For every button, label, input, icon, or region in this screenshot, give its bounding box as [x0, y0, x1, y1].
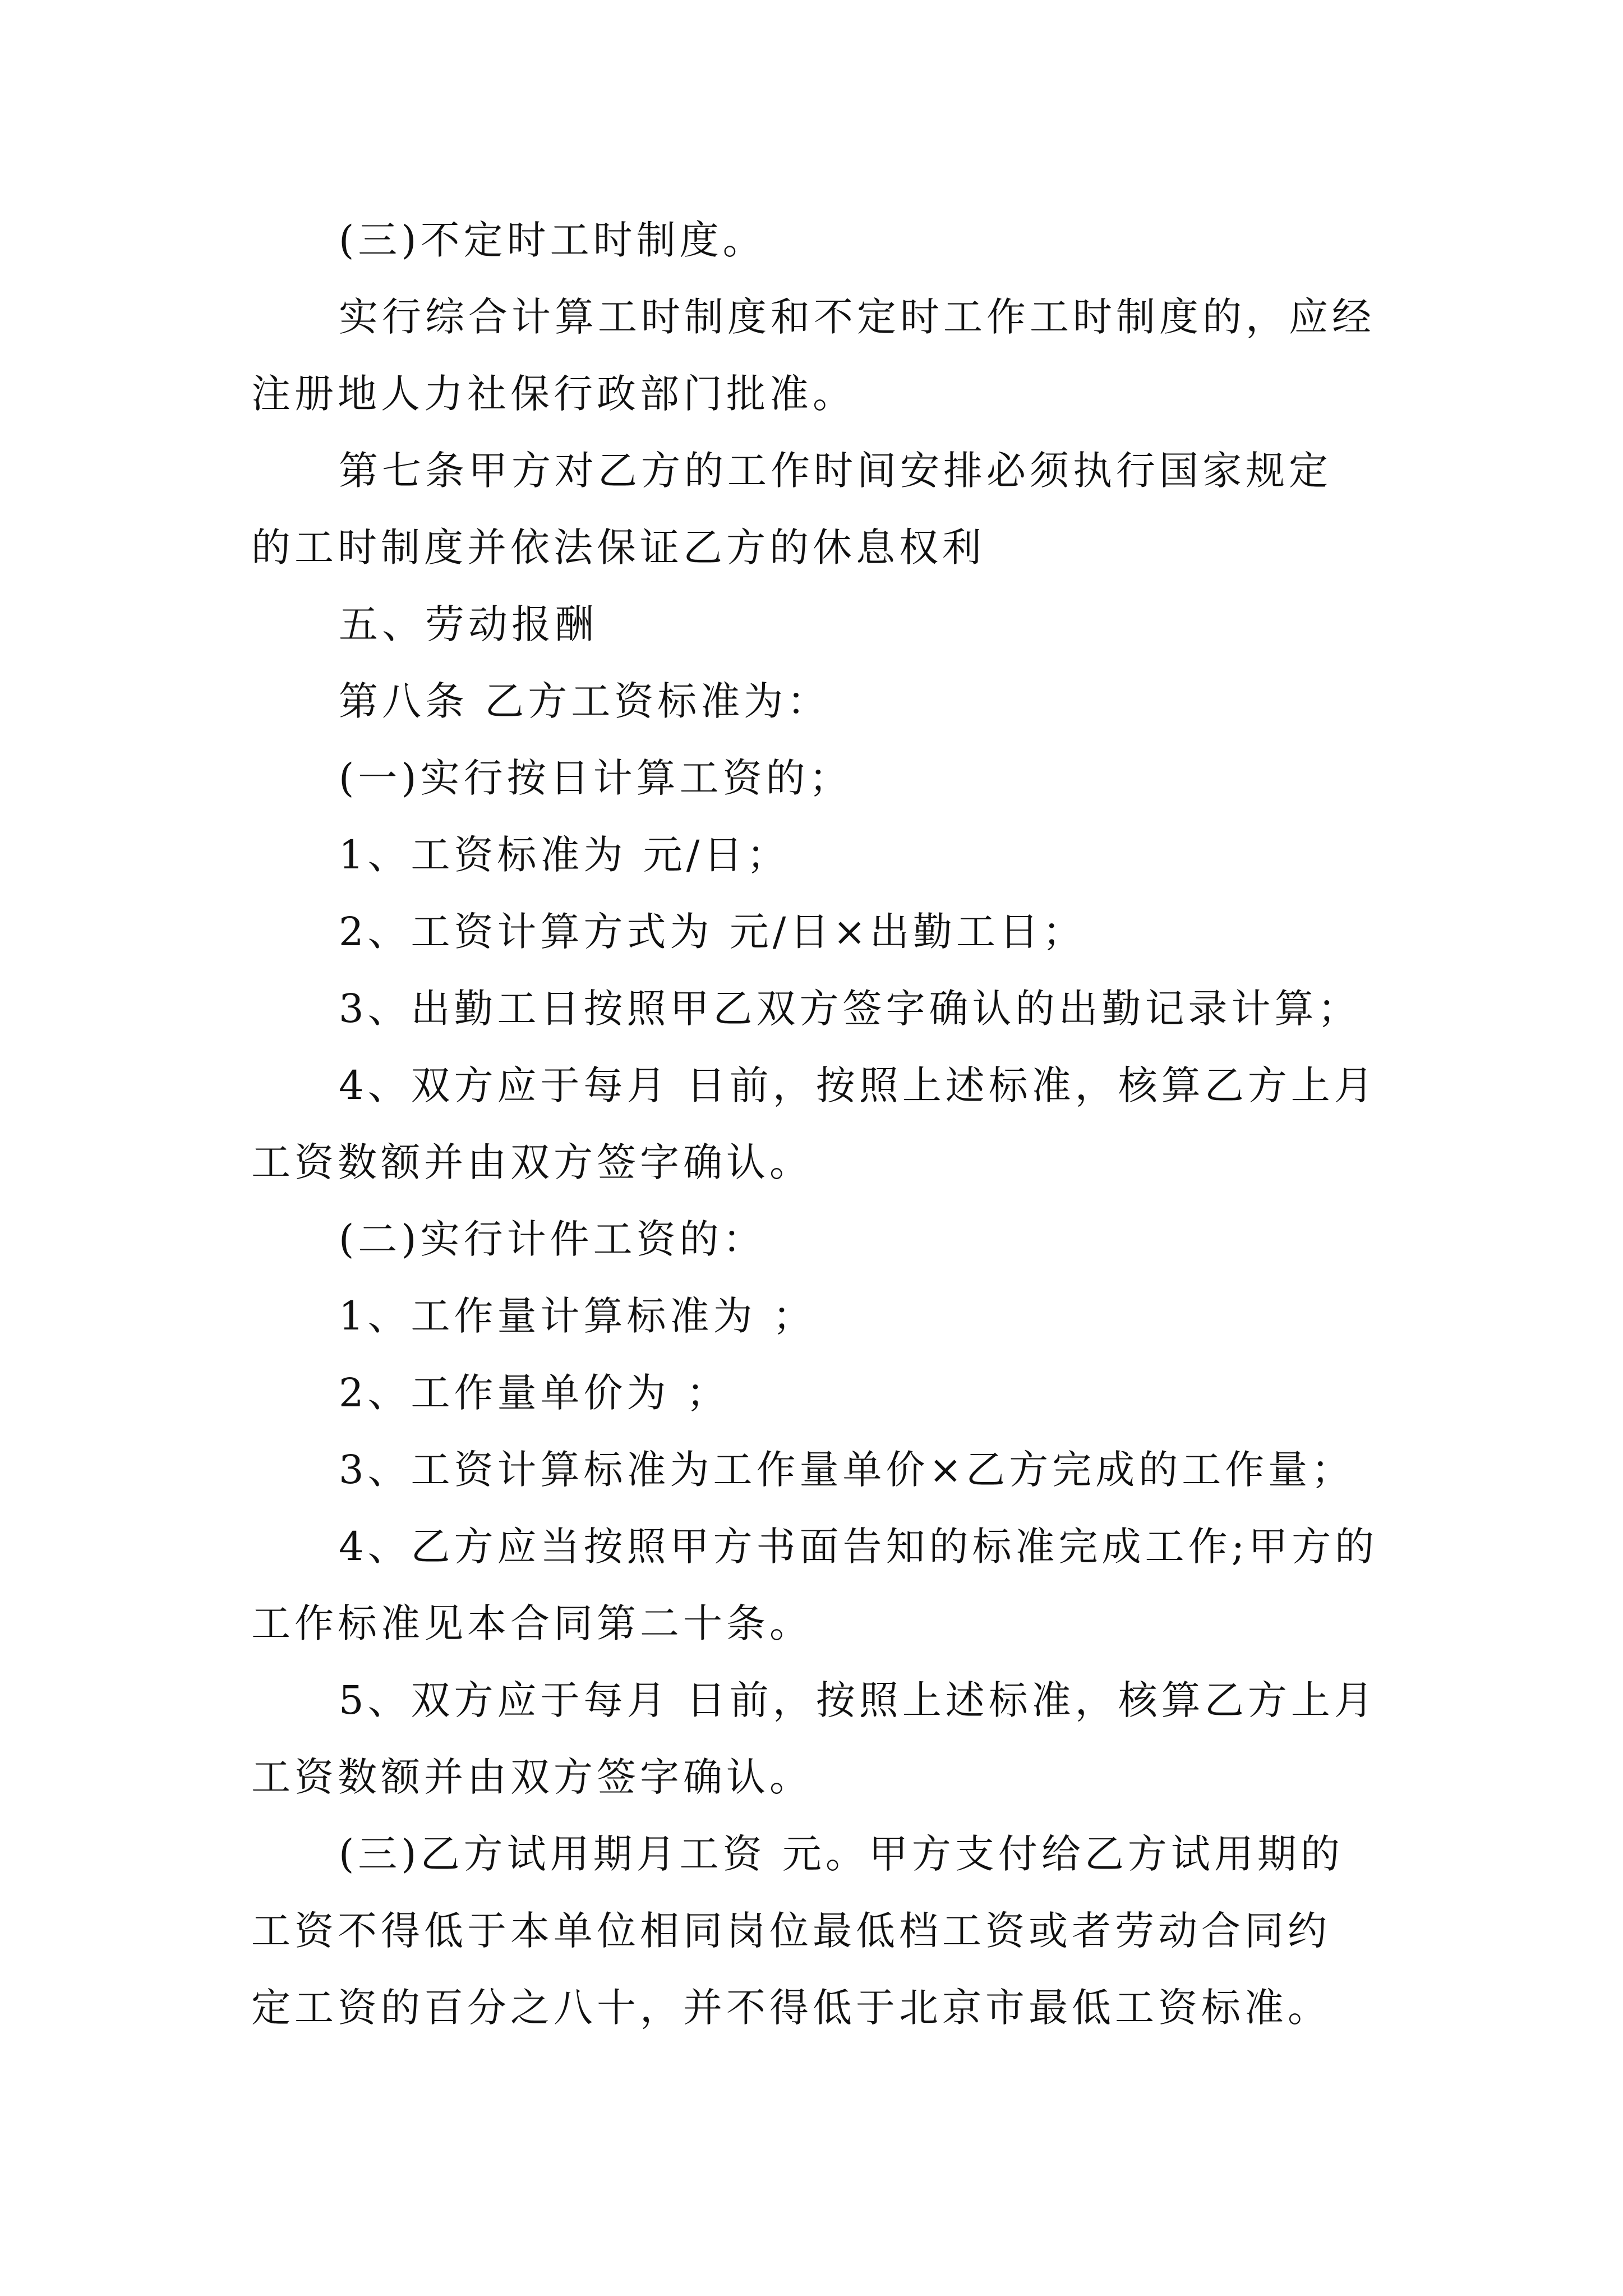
text-line: 2、工资计算方式为 元/日×出勤工日；: [339, 909, 1086, 955]
text-line: 实行综合计算工时制度和不定时工作工时制度的，应经: [339, 294, 1375, 340]
text-line: 1、工资标准为 元/日；: [339, 832, 790, 878]
text-line: 3、出勤工日按照甲乙双方签字确认的出勤记录计算；: [339, 986, 1361, 1032]
text-line: 的工时制度并依法保证乙方的休息权利: [251, 524, 985, 570]
text-line: 4、乙方应当按照甲方书面告知的标准完成工作;甲方的: [339, 1524, 1378, 1570]
text-line: (三)乙方试用期月工资 元。甲方支付给乙方试用期的: [339, 1831, 1344, 1877]
text-line: 工资数额并由双方签字确认。: [251, 1754, 813, 1800]
text-line: 第八条 乙方工资标准为：: [339, 678, 831, 724]
text-line: (一)实行按日计算工资的；: [339, 755, 852, 801]
document-body: [251, 202, 1390, 2046]
text-line: (二)实行计件工资的：: [339, 1216, 766, 1262]
text-line: (三)不定时工时制度。: [339, 217, 766, 263]
text-line: 1、工作量计算标准为 ；: [339, 1293, 816, 1339]
text-line: 五、劳动报酬: [339, 601, 598, 647]
text-line: 工资数额并由双方签字确认。: [251, 1139, 813, 1185]
text-line: 2、工作量单价为 ；: [339, 1370, 730, 1416]
text-line: 注册地人力社保行政部门批准。: [251, 371, 856, 417]
text-line: 4、双方应于每月 日前，按照上述标准，核算乙方上月: [339, 1062, 1377, 1108]
text-line: 3、工资计算标准为工作量单价×乙方完成的工作量；: [339, 1447, 1355, 1493]
text-line: 定工资的百分之八十，并不得低于北京市最低工资标准。: [251, 1985, 1331, 2031]
text-line: 5、双方应于每月 日前，按照上述标准，核算乙方上月: [339, 1677, 1377, 1723]
text-line: 工资不得低于本单位相同岗位最低档工资或者劳动合同约: [251, 1908, 1331, 1954]
text-line: 工作标准见本合同第二十条。: [251, 1600, 813, 1646]
text-line: 第七条甲方对乙方的工作时间安排必须执行国家规定: [339, 448, 1332, 494]
